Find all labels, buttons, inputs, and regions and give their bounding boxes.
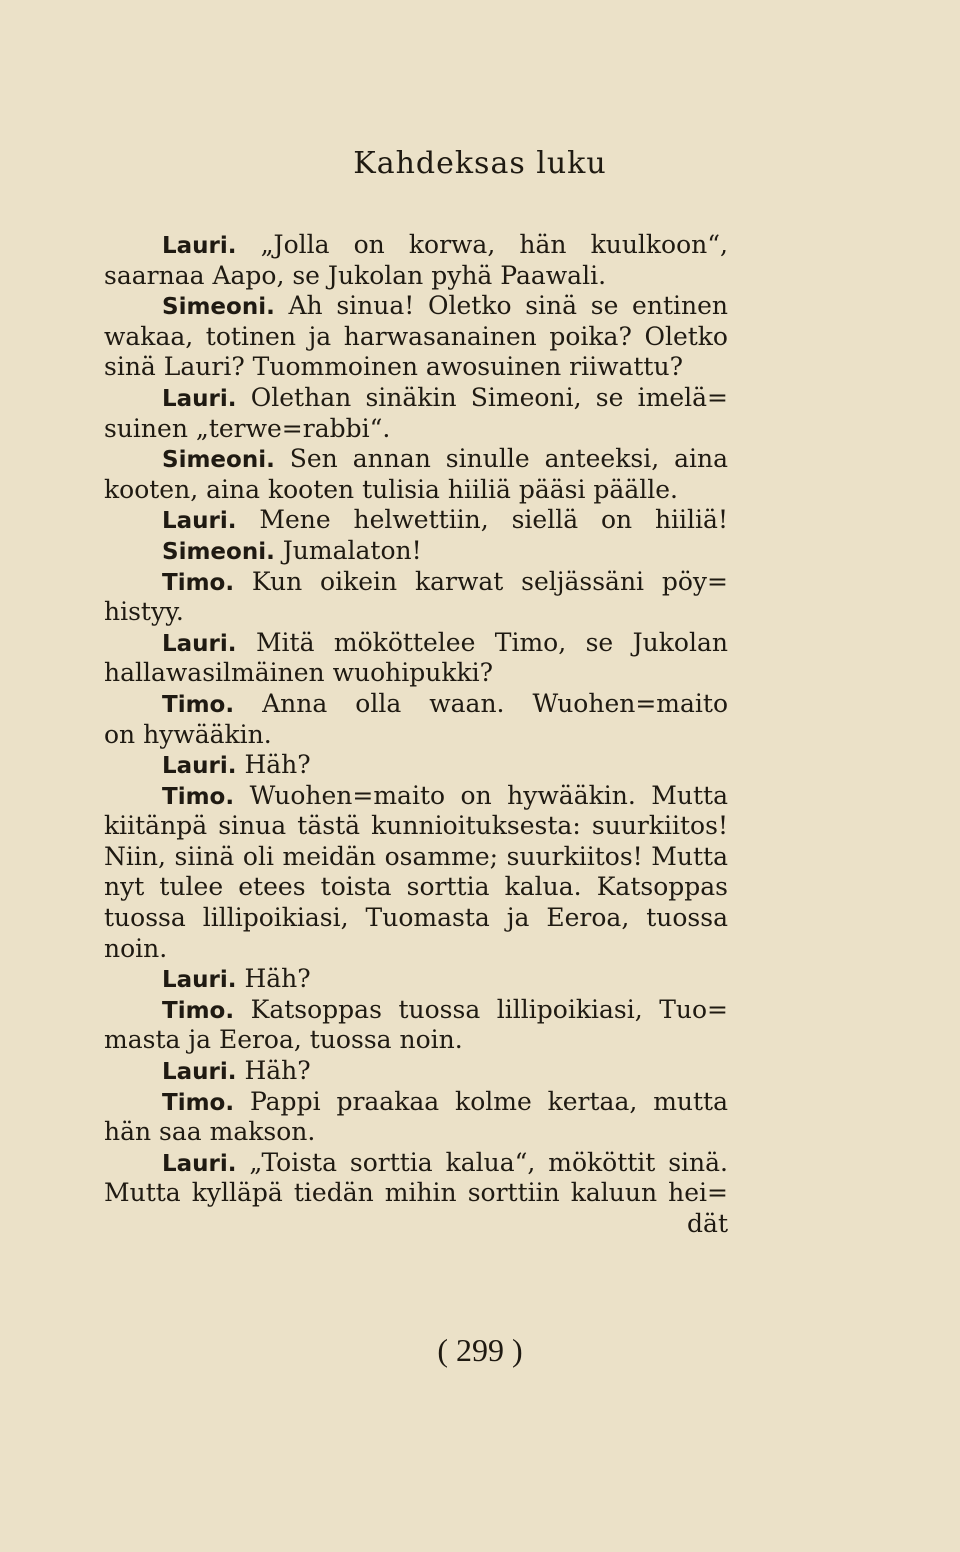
speaker-name: Lauri. — [162, 1059, 237, 1086]
speaker-name: Timo. — [162, 997, 235, 1024]
line-text: Katsoppas tuossa lillipoikiasi, Tuo= — [234, 994, 728, 1024]
line-text: Anna olla waan. Wuohen=maito — [234, 688, 728, 718]
speaker-name: Timo. — [162, 783, 235, 810]
line-text: Häh? — [236, 750, 311, 780]
text-line — [104, 475, 728, 506]
text-line — [104, 567, 728, 598]
text-line — [104, 628, 728, 659]
text-line — [104, 1025, 728, 1056]
line-text: Häh? — [236, 964, 311, 994]
text-line — [104, 1148, 728, 1179]
line-text: „Toista sorttia kalua“, mököttit sinä. — [236, 1147, 728, 1177]
speaker-name: Lauri. — [162, 508, 237, 535]
speaker-name: Lauri. — [162, 753, 237, 780]
text-line — [104, 291, 728, 322]
text-line — [104, 1087, 728, 1118]
line-text: masta ja Eeroa, tuossa noin. — [104, 1025, 463, 1055]
text-line — [104, 872, 728, 903]
dialogue-text — [104, 230, 728, 1240]
line-text: suinen „terwe=rabbi“. — [104, 413, 391, 443]
line-text: nyt tulee etees toista sorttia kalua. Katsoppas — [104, 872, 728, 902]
line-text: hallawasilmäinen wuohipukki? — [104, 658, 494, 688]
text-line — [104, 995, 728, 1026]
line-text: sinä Lauri? Tuommoinen awosuinen riiwattu? — [104, 352, 683, 382]
line-text: Jumalaton! — [274, 535, 422, 565]
text-line — [104, 934, 728, 965]
text-line — [104, 444, 728, 475]
text-line — [104, 505, 728, 536]
line-text: on hywääkin. — [104, 719, 272, 749]
speaker-name: Timo. — [162, 1089, 235, 1116]
speaker-name: Timo. — [162, 691, 235, 718]
text-line — [104, 720, 728, 751]
speaker-name: Lauri. — [162, 630, 237, 657]
line-text: histyy. — [104, 597, 184, 627]
line-text: „Jolla on korwa, hän kuulkoon“, — [236, 230, 728, 259]
line-text: Wuohen=maito on hywääkin. Mutta — [234, 780, 728, 810]
text-line — [104, 597, 728, 628]
text-line — [104, 903, 728, 934]
text-line — [104, 1117, 728, 1148]
line-text: wakaa, totinen ja harwasanainen poika? Oletko — [104, 321, 728, 351]
text-line — [104, 964, 728, 995]
speaker-name: Lauri. — [162, 967, 237, 994]
text-line — [104, 1209, 728, 1240]
line-text: Kun oikein karwat seljässäni pöy= — [234, 566, 728, 596]
text-line — [104, 230, 728, 261]
line-text: Mene helwettiin, siellä on hiiliä! — [236, 505, 728, 535]
line-text: Ah sinua! Oletko sinä se entinen — [274, 291, 728, 321]
text-line — [104, 750, 728, 781]
chapter-heading: Kahdeksas luku — [353, 146, 607, 181]
speaker-name: Lauri. — [162, 233, 237, 259]
line-text: Mutta kylläpä tiedän mihin sorttiin kaluun hei= — [104, 1178, 728, 1208]
line-text: noin. — [104, 933, 168, 963]
text-line — [104, 322, 728, 353]
text-line — [104, 352, 728, 383]
text-line — [104, 383, 728, 414]
line-text: dät — [687, 1209, 728, 1238]
speaker-name: Simeoni. — [162, 447, 275, 474]
text-line — [104, 842, 728, 873]
line-text: Niin, siinä oli meidän osamme; suurkiitos! Mutta — [104, 841, 728, 871]
speaker-name: Simeoni. — [162, 538, 275, 565]
text-line — [104, 536, 728, 567]
text-line — [104, 658, 728, 689]
line-text: Sen annan sinulle anteeksi, aina — [274, 444, 728, 474]
line-text: Olethan sinäkin Simeoni, se imelä= — [236, 382, 728, 412]
speaker-name: Lauri. — [162, 1150, 237, 1177]
text-line — [104, 1056, 728, 1087]
text-line — [104, 414, 728, 445]
line-text: hän saa makson. — [104, 1117, 316, 1147]
line-text: tuossa lillipoikiasi, Tuomasta ja Eeroa, tuossa — [104, 903, 728, 933]
text-line — [104, 811, 728, 842]
page-number: ( 299 ) — [437, 1332, 523, 1368]
speaker-name: Timo. — [162, 569, 235, 596]
speaker-name: Simeoni. — [162, 294, 275, 321]
line-text: saarnaa Aapo, se Jukolan pyhä Paawali. — [104, 260, 607, 290]
text-line — [104, 689, 728, 720]
line-text: Mitä mököttelee Timo, se Jukolan — [236, 627, 728, 657]
text-line — [104, 1178, 728, 1209]
line-text: kooten, aina kooten tulisia hiiliä pääsi päälle. — [104, 474, 678, 504]
speaker-name: Lauri. — [162, 385, 237, 412]
text-line — [104, 781, 728, 812]
line-text: Häh? — [236, 1056, 311, 1086]
line-text: kiitänpä sinua tästä kunnioituksesta: suurkiitos! — [104, 811, 728, 841]
line-text: Pappi praakaa kolme kertaa, mutta — [234, 1086, 728, 1116]
text-line — [104, 261, 728, 292]
